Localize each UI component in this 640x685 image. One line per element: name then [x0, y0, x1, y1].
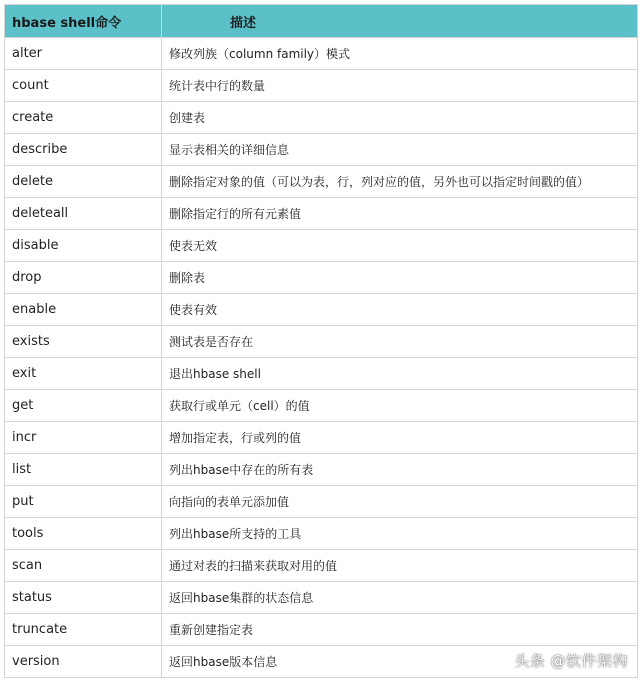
- command-cell: truncate: [5, 614, 162, 646]
- command-cell: list: [5, 454, 162, 486]
- header-row: [5, 5, 638, 38]
- hbase-command-table: [4, 4, 638, 678]
- command-cell: get: [5, 390, 162, 422]
- table-body: [5, 38, 638, 678]
- table-row: [5, 294, 638, 326]
- command-cell: enable: [5, 294, 162, 326]
- command-cell: tools: [5, 518, 162, 550]
- command-cell: deleteall: [5, 198, 162, 230]
- description-cell: 测试表是否存在: [162, 326, 638, 358]
- description-cell: 获取行或单元（cell）的值: [162, 390, 638, 422]
- description-cell: 列出hbase所支持的工具: [162, 518, 638, 550]
- command-cell: put: [5, 486, 162, 518]
- description-cell: 退出hbase shell: [162, 358, 638, 390]
- table-row: [5, 102, 638, 134]
- table-row: [5, 550, 638, 582]
- description-cell: 重新创建指定表: [162, 614, 638, 646]
- table-row: [5, 134, 638, 166]
- table-row: [5, 38, 638, 70]
- table-row: [5, 422, 638, 454]
- table-row: [5, 486, 638, 518]
- description-cell: 删除表: [162, 262, 638, 294]
- description-cell: 向指向的表单元添加值: [162, 486, 638, 518]
- command-cell: create: [5, 102, 162, 134]
- command-cell: exit: [5, 358, 162, 390]
- table-row: [5, 262, 638, 294]
- description-cell: 删除指定对象的值（可以为表，行，列对应的值，另外也可以指定时间戳的值）: [162, 166, 638, 198]
- description-cell: 增加指定表，行或列的值: [162, 422, 638, 454]
- table-row: [5, 614, 638, 646]
- description-cell: 使表无效: [162, 230, 638, 262]
- command-cell: status: [5, 582, 162, 614]
- table-row: [5, 166, 638, 198]
- command-cell: version: [5, 646, 162, 678]
- table-header: [5, 5, 638, 38]
- description-cell: 使表有效: [162, 294, 638, 326]
- table-row: [5, 454, 638, 486]
- watermark-text: 头条 @软件架构: [514, 652, 628, 670]
- description-cell: 修改列族（column family）模式: [162, 38, 638, 70]
- description-cell: 返回hbase版本信息: [162, 646, 638, 678]
- description-cell: 统计表中行的数量: [162, 70, 638, 102]
- command-cell: describe: [5, 134, 162, 166]
- command-cell: incr: [5, 422, 162, 454]
- command-cell: exists: [5, 326, 162, 358]
- description-cell: 通过对表的扫描来获取对用的值: [162, 550, 638, 582]
- command-cell: count: [5, 70, 162, 102]
- table-row: [5, 70, 638, 102]
- description-cell: 列出hbase中存在的所有表: [162, 454, 638, 486]
- header-description: 描述: [162, 5, 638, 38]
- table-row: [5, 198, 638, 230]
- command-cell: alter: [5, 38, 162, 70]
- description-cell: 创建表: [162, 102, 638, 134]
- table-row: [5, 582, 638, 614]
- command-cell: disable: [5, 230, 162, 262]
- table-row: [5, 326, 638, 358]
- description-cell: 删除指定行的所有元素值: [162, 198, 638, 230]
- header-command: hbase shell命令: [5, 5, 162, 38]
- description-cell: 返回hbase集群的状态信息: [162, 582, 638, 614]
- table-row: [5, 358, 638, 390]
- table-row: [5, 390, 638, 422]
- table-row: [5, 518, 638, 550]
- table-row: [5, 230, 638, 262]
- command-cell: delete: [5, 166, 162, 198]
- command-cell: drop: [5, 262, 162, 294]
- command-cell: scan: [5, 550, 162, 582]
- description-cell: 显示表相关的详细信息: [162, 134, 638, 166]
